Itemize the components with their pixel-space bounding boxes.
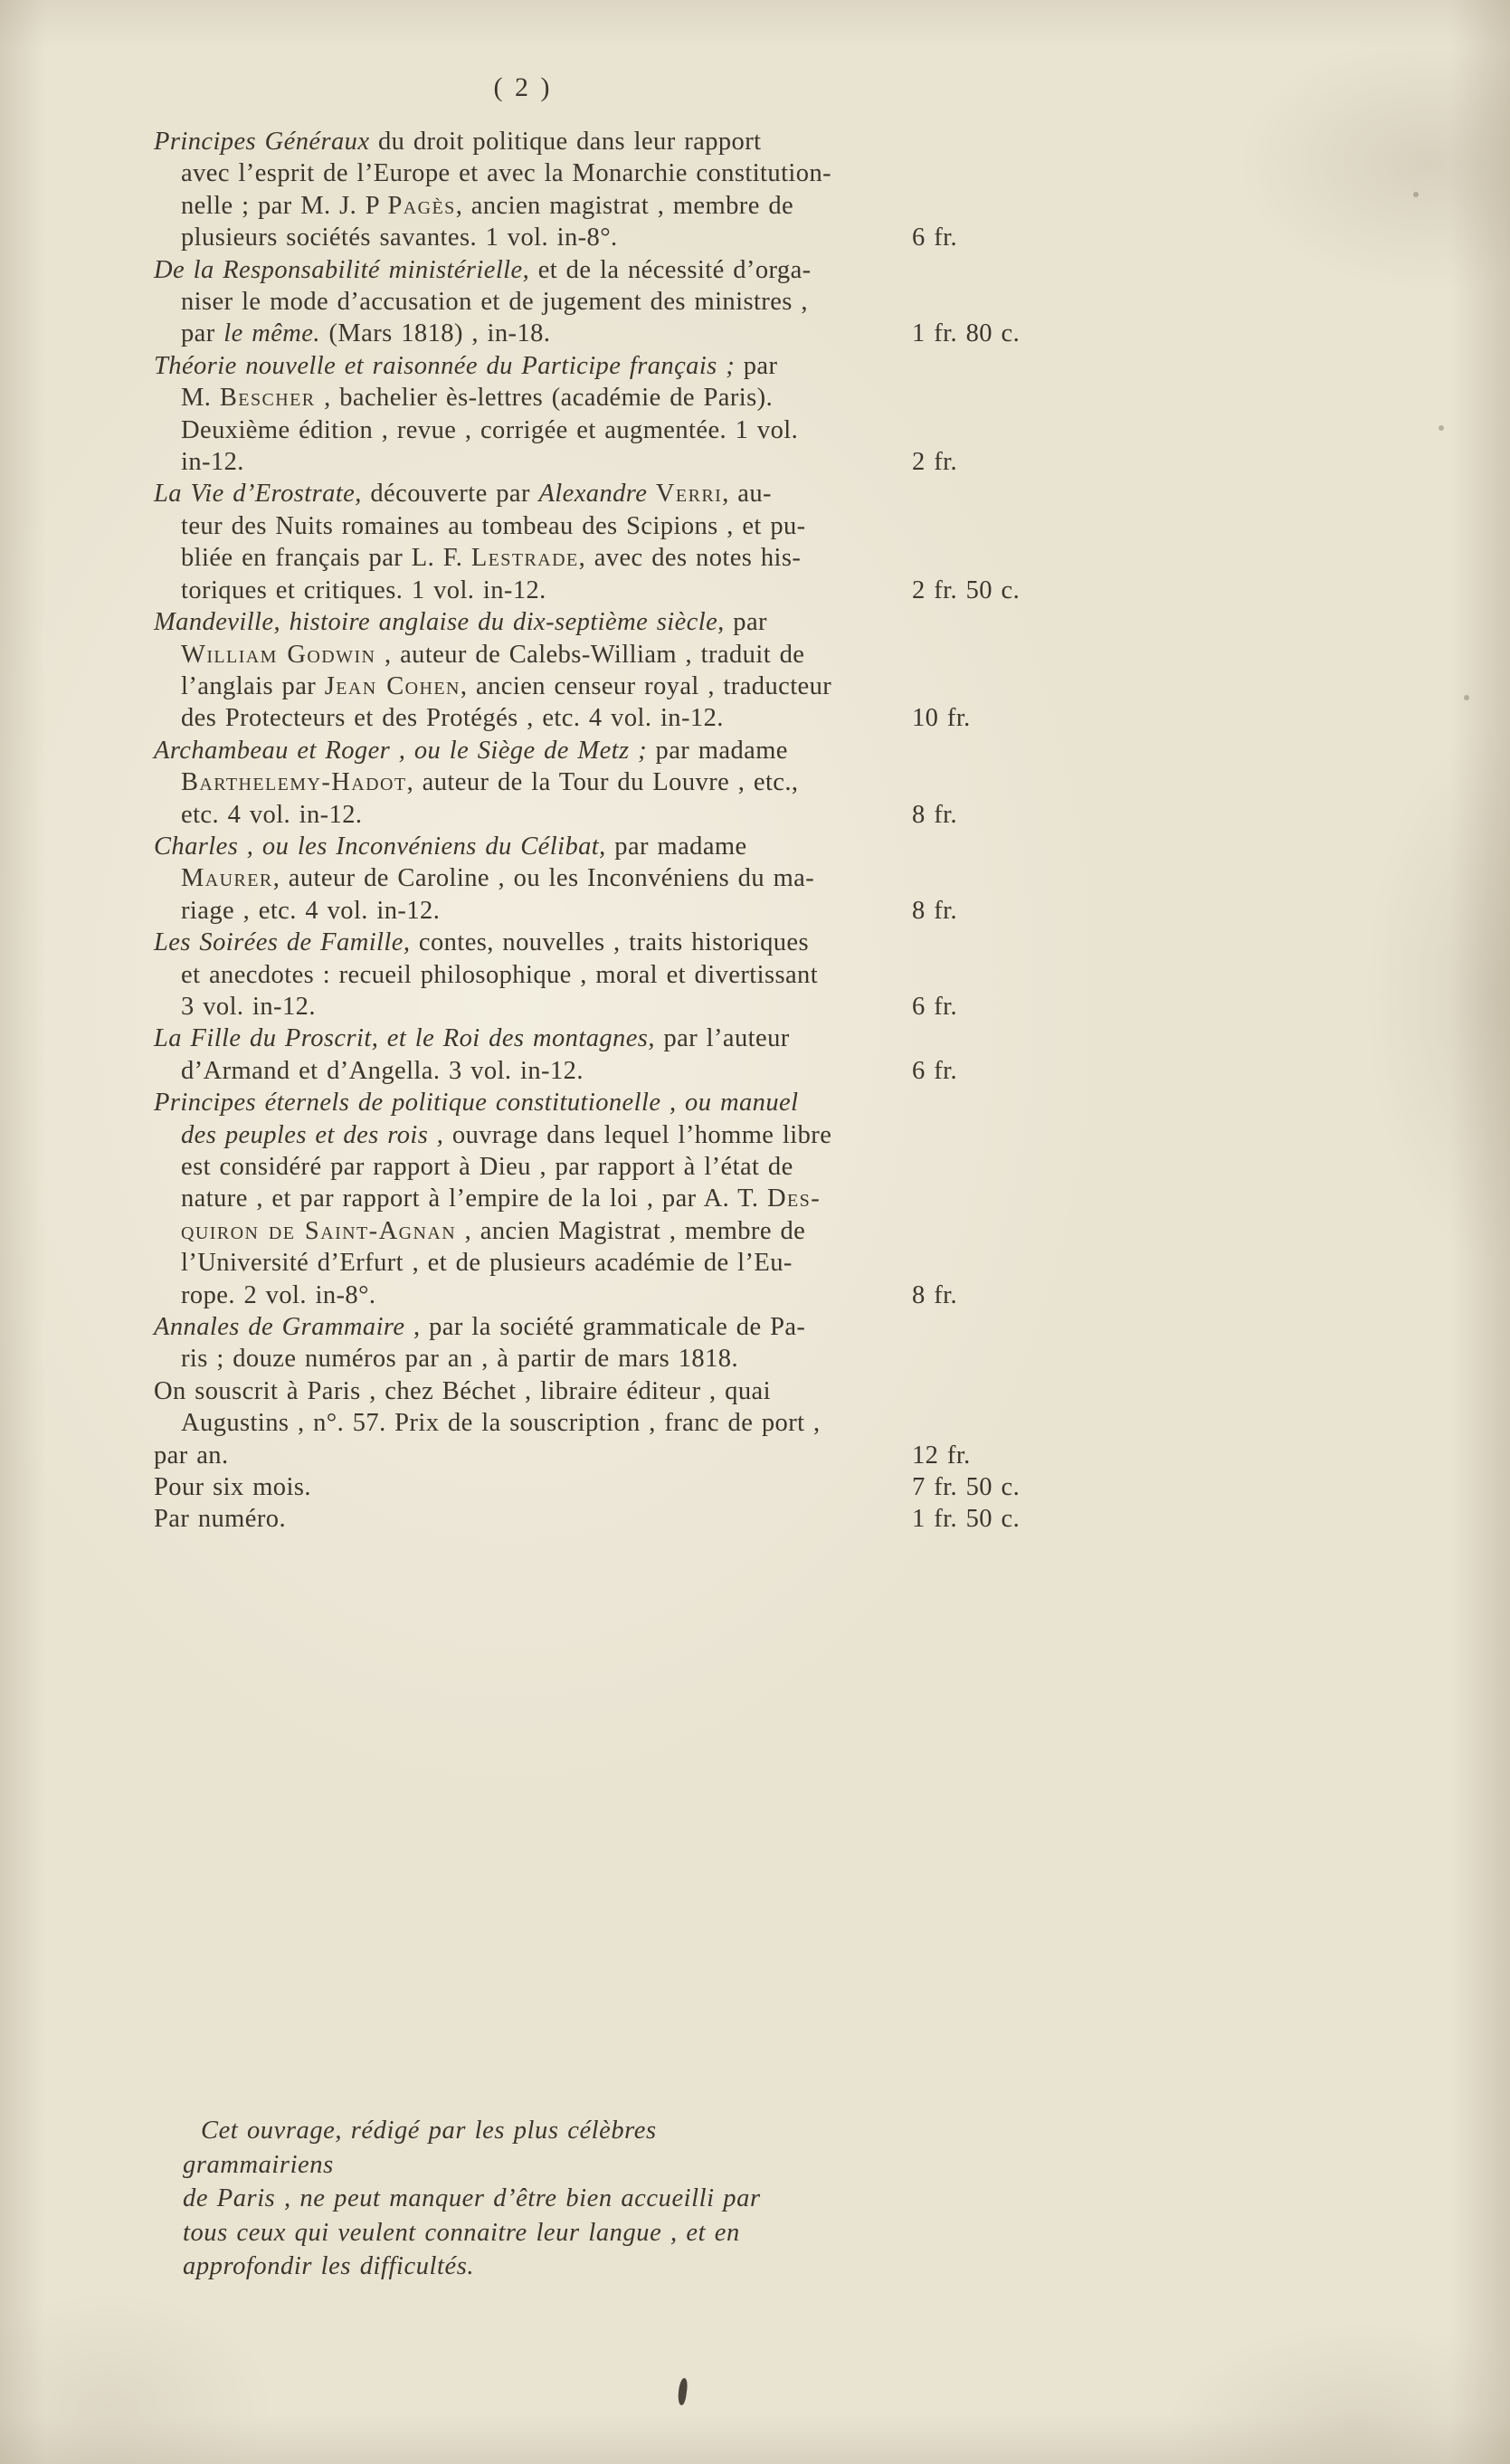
entry-line xyxy=(154,575,1063,606)
catalog-entry xyxy=(154,1023,1063,1087)
entry-line xyxy=(154,542,1063,574)
price-value: 10 fr. xyxy=(912,704,971,733)
stain-speck xyxy=(1464,695,1469,700)
text-run: toriques et critiques. 1 vol. in-12. xyxy=(181,576,546,604)
entry-line xyxy=(154,1215,1063,1247)
entry-line xyxy=(154,126,1063,157)
catalog-entry xyxy=(154,478,1063,606)
text-run: par l’auteur xyxy=(654,1024,790,1053)
price-value: 6 fr. xyxy=(912,1056,958,1085)
text-run: du droit politique dans leur rapport xyxy=(369,128,762,156)
text-run: Deuxième édition , revue , corrigée et augmentée. 1 vol. xyxy=(181,415,799,444)
entry-line xyxy=(154,1280,1063,1311)
text-run: avec l’esprit de l’Europe et avec la Monarchie constitution- xyxy=(181,159,832,188)
footer-line: Cet ouvrage, rédigé par les plus célèbres grammairiens xyxy=(183,2117,657,2179)
text-run: l’anglais par xyxy=(181,671,325,700)
text-run: , au- xyxy=(722,480,772,509)
page-number: ( 2 ) xyxy=(493,72,553,102)
entry-line xyxy=(154,799,1063,831)
entry-line xyxy=(154,382,1063,414)
entry-line xyxy=(154,927,1063,958)
entry-line xyxy=(154,414,1063,446)
entry-line xyxy=(154,1087,1063,1118)
entry-line xyxy=(154,895,1063,927)
text-run: Jean Cohen xyxy=(324,671,461,700)
text-run: d’Armand et d’Angella. 3 vol. in-12. xyxy=(181,1056,584,1085)
text-run: le même. xyxy=(223,319,320,348)
entry-line xyxy=(154,1119,1063,1151)
price-value: 12 fr. xyxy=(912,1441,971,1470)
footer-line: de Paris , ne peut manquer d’être bien accueilli par xyxy=(183,2184,761,2212)
footer-line: approfondir les difficultés. xyxy=(183,2252,475,2280)
price-value: 8 fr. xyxy=(912,896,958,925)
price-value: 6 fr. xyxy=(912,992,958,1021)
text-run: Des- xyxy=(767,1184,821,1213)
entry-line xyxy=(154,1023,1063,1054)
footer-note xyxy=(183,2114,784,2284)
entry-line xyxy=(154,991,1063,1023)
text-run: par madame xyxy=(647,736,788,765)
text-run: Barthelemy-Hadot xyxy=(181,768,407,797)
entry-line xyxy=(154,1311,1063,1343)
entry-line xyxy=(154,831,1063,862)
entry-line xyxy=(154,157,1063,189)
entry-line xyxy=(154,1407,1063,1439)
price-value: 2 fr. 50 c. xyxy=(912,576,1021,604)
entry-line xyxy=(154,446,1063,478)
text-run: Principes Généraux xyxy=(154,128,370,156)
ink-speck xyxy=(677,2378,689,2406)
text-run: Annales de Grammaire xyxy=(154,1313,405,1342)
price-value: 6 fr. xyxy=(912,224,958,252)
text-run: , ancien magistrat , membre de xyxy=(455,191,794,220)
text-run: Principes éternels de politique constitutionelle , ou manuel xyxy=(154,1089,799,1118)
entry-line xyxy=(154,1440,1063,1471)
text-run: l’Université d’Erfurt , et de plusieurs académie de l’Eu- xyxy=(181,1249,793,1278)
entry-line xyxy=(154,1471,1063,1503)
text-run: est considéré par rapport à Dieu , par rapport à l’état de xyxy=(181,1153,793,1181)
text-run: découverte par xyxy=(361,480,539,509)
text-run: par xyxy=(724,608,767,637)
text-run: , auteur de la Tour du Louvre , etc., xyxy=(406,768,799,797)
text-run: plusieurs sociétés savantes. 1 vol. in-8°. xyxy=(181,224,618,252)
text-run: William Godwin xyxy=(181,640,376,669)
text-run: La Vie d’Erostrate, xyxy=(154,480,362,509)
text-run: bliée en français par L. F. xyxy=(181,544,471,573)
text-run: , ancien Magistrat , membre de xyxy=(456,1216,806,1245)
text-run: , bachelier ès-lettres (académie de Paris). xyxy=(315,384,774,413)
catalog-entry xyxy=(154,927,1063,1023)
text-run: Par numéro. xyxy=(154,1505,287,1534)
text-run: Théorie nouvelle et raisonnée du Participe français ; xyxy=(154,351,736,380)
text-run: des peuples et des rois , xyxy=(181,1120,444,1149)
text-run xyxy=(647,480,656,508)
price-value: 8 fr. xyxy=(912,1280,958,1309)
price-value: 1 fr. 50 c. xyxy=(912,1505,1021,1534)
price-value: 7 fr. 50 c. xyxy=(912,1473,1021,1502)
entry-line xyxy=(154,1151,1063,1183)
footer-line: tous ceux qui veulent connaitre leur langue , et en xyxy=(183,2218,740,2247)
entry-line xyxy=(154,1055,1063,1087)
text-run: et de la nécessité d’orga- xyxy=(529,255,812,284)
price-value: 1 fr. 80 c. xyxy=(912,319,1021,348)
text-run: par an. xyxy=(154,1441,229,1470)
text-run: rope. 2 vol. in-8°. xyxy=(181,1280,376,1309)
stain-speck xyxy=(1413,192,1419,197)
entry-line xyxy=(154,959,1063,991)
price-value: 8 fr. xyxy=(912,800,958,829)
text-run: Lestrade xyxy=(470,544,579,573)
entry-line xyxy=(154,286,1063,318)
entry-line xyxy=(154,318,1063,349)
entry-line xyxy=(154,862,1063,894)
entry-line xyxy=(154,1183,1063,1214)
text-run: , auteur de Calebs-William , traduit de xyxy=(375,640,805,669)
entry-line xyxy=(154,510,1063,542)
entry-list xyxy=(154,126,1063,1536)
text-run: Pagès xyxy=(387,191,456,220)
price-value: 2 fr. xyxy=(912,448,958,477)
text-run: par xyxy=(181,319,224,348)
entry-line xyxy=(154,671,1063,702)
entry-line xyxy=(154,1343,1063,1375)
text-run: M. xyxy=(181,384,220,413)
text-run: ris ; douze numéros par an , à partir de mars 1818. xyxy=(181,1345,739,1374)
stain-speck xyxy=(1439,425,1444,431)
entry-line xyxy=(154,478,1063,509)
text-run: par madame xyxy=(605,832,747,861)
entry-line xyxy=(154,766,1063,798)
text-run: Archambeau et Roger , ou le Siège de Metz ; xyxy=(154,736,647,765)
catalog-entry xyxy=(154,126,1063,254)
text-run: Bescher xyxy=(219,384,316,413)
text-run: 3 vol. in-12. xyxy=(181,992,316,1021)
text-run: niser le mode d’accusation et de jugement des ministres , xyxy=(181,288,808,317)
text-run: et anecdotes : recueil philosophique , moral et divertissant xyxy=(181,960,819,989)
entry-line xyxy=(154,190,1063,222)
text-run: , ancien censeur royal , traducteur xyxy=(460,671,832,700)
text-run: La Fille du Proscrit, et le Roi des montagnes, xyxy=(154,1024,655,1053)
entry-line xyxy=(154,702,1063,734)
entry-line xyxy=(154,1503,1063,1535)
entry-line xyxy=(154,639,1063,671)
text-run: Pour six mois. xyxy=(154,1473,311,1502)
catalog-entry xyxy=(154,1311,1063,1536)
catalog-entry xyxy=(154,735,1063,831)
text-run: nelle ; par M. J. P xyxy=(181,191,388,220)
catalog-entry xyxy=(154,350,1063,479)
text-run: , auteur de Caroline , ou les Inconvéniens du ma- xyxy=(272,864,815,893)
text-run: quiron de Saint-Agnan xyxy=(181,1216,457,1245)
catalog-entry xyxy=(154,1087,1063,1311)
entry-line xyxy=(154,606,1063,638)
catalog-entry xyxy=(154,606,1063,735)
entry-line xyxy=(154,254,1063,286)
text-run: par xyxy=(735,351,778,380)
text-run: etc. 4 vol. in-12. xyxy=(181,800,363,829)
text-run: ouvrage dans lequel l’homme libre xyxy=(443,1120,832,1149)
text-run: Charles , ou les Inconvéniens du Célibat, xyxy=(154,832,606,861)
text-run: contes, nouvelles , traits historiques xyxy=(410,928,810,957)
text-run: De la Responsabilité ministérielle, xyxy=(154,255,530,284)
text-run: Augustins , n°. 57. Prix de la souscription , franc de port , xyxy=(181,1409,821,1438)
text-run: (Mars 1818) , in-18. xyxy=(319,319,551,348)
text-run: On souscrit à Paris , chez Béchet , libraire éditeur , quai xyxy=(154,1376,771,1405)
catalog-entry xyxy=(154,831,1063,927)
text-run: Verri xyxy=(655,480,723,509)
catalog-entry xyxy=(154,254,1063,350)
text-run: in-12. xyxy=(181,448,244,477)
entry-line xyxy=(154,1247,1063,1279)
text-run: , par la société grammaticale de Pa- xyxy=(404,1313,806,1342)
text-run: riage , etc. 4 vol. in-12. xyxy=(181,896,441,925)
text-run: Maurer xyxy=(181,864,273,893)
text-run: des Protecteurs et des Protégés , etc. 4 vol. in-12. xyxy=(181,704,724,733)
text-run: , avec des notes his- xyxy=(578,544,802,573)
entry-line xyxy=(154,350,1063,382)
entry-line xyxy=(154,222,1063,253)
text-run: teur des Nuits romaines au tombeau des Scipions , et pu- xyxy=(181,511,806,540)
text-run: Mandeville, histoire anglaise du dix-septième siècle, xyxy=(154,608,725,637)
entry-line xyxy=(154,1375,1063,1407)
text-run: Alexandre xyxy=(538,480,648,509)
text-run: nature , et par rapport à l’empire de la loi , par A. T. xyxy=(181,1184,768,1213)
entry-line xyxy=(154,735,1063,766)
text-run: Les Soirées de Famille, xyxy=(154,928,411,957)
